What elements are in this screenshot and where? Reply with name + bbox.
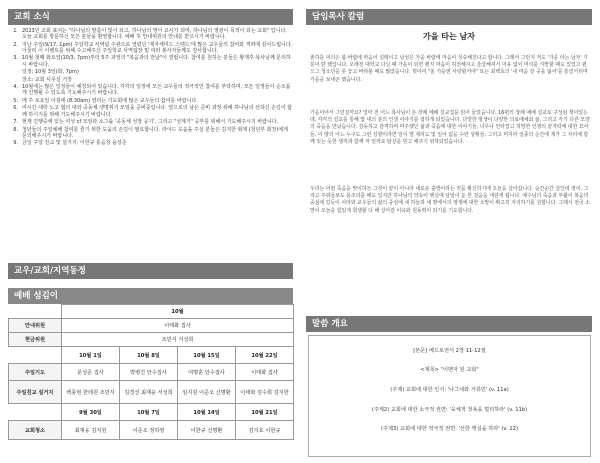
- column-paragraph-3: 우리는 어떤 죽음을 맞이하든 그것이 끝이 아니라 새로운 출발이라는 것을 확신하기에 오늘을 살아갑니다. 순간순간 살인데 절어, 그리고 주위들보도 올조리를 해도 일지만 하나님의 약속이 행실에 담임이 둔 한 걸음을 내딛게 됩니다. 예수님의 죽음과 부활이 복음의 중심에 있듯이 사라와 교우들의 삶의 중심에 새 하늘과 새 땅에서의 영생에 대한 소망이 확고히 자리하기를 원합니다. 그래서 천국 소망이 오늘을 힘있게 희생할 다 해 살아갈 이유와 원동력이 되기를 기도합니다.: [310, 186, 590, 214]
- table-cell: 최재웅 김지원: [62, 421, 120, 440]
- date-header: 10월 21일: [236, 404, 294, 421]
- table-cell: 문성준 집사: [62, 364, 120, 381]
- table-cell: 백풍현 한테원 조민식: [62, 381, 120, 404]
- table-cell: 이태화 김수희 김지한: [236, 381, 294, 404]
- news-item-number: 7.: [13, 119, 18, 126]
- month-spacer-cell: [9, 305, 62, 319]
- news-item: [6, 28, 293, 40]
- news-item-text: 현재 진행중에 있는 여성 cf 모임과 소그룹 '공동체 성장 공기', 그리고 "성계기" 공부를 위해서 기도해주시기 바랍니다.: [22, 119, 279, 126]
- date-header: 10월 14일: [178, 404, 236, 421]
- date-header: 10월 1일: [62, 347, 120, 364]
- dates-spacer-cell: [9, 404, 62, 421]
- news-list: [6, 28, 293, 148]
- column-paragraph-2: 가을이어서 그런걸까요? 얼마 전 어느 목사님이 돈 장례 예배 설교집을 읽어 들었습니다. 16편의 장례 예배 설교로 구성된 책이었는데, 각각의 설교를 통해 몇 대의 분의 인생 이야기를 접하게 되었습니다. 다양한 방생이 다양한 의료매체와 삶, 그리고 각기 다른 모양의 죽음을 만났습니다. 감동하고 감격하며 마주했던 삶과 죽음에 대한 이야기들, 너무나 안타깝고 허망한 인생의 끝자락에 대한 묘사들, 이 땅의 어느 누구도 그런 싱향이라면 일이 엘 제리도 및 일어 없을 수란 상황들, 그리고 머지막 일종의 순간에 계가 그 자리에 함께 있는 듯한 생각과 함께 저 일까요 탈살을 믿고 해주기 위하되었습니다.: [310, 110, 590, 145]
- news-item-number: 4.: [13, 84, 18, 91]
- table-cell: 여명훈 안수집사: [178, 364, 236, 381]
- news-item-number: [6, 77, 18, 83]
- news-item-number: [6, 69, 18, 75]
- region-header: 교우/교회/지역동정: [8, 263, 293, 279]
- date-header: 10월 22일: [236, 347, 294, 364]
- news-item: [6, 77, 293, 83]
- column-paragraph-1: 춘하를 여의은 봄 바람에 마음이 설레이고 남성은 가을 바람에 마음이 싱숭해진다고 합니다. 그래서 그런지 저도 '가을 타는 남자' 기분이 딴 했입니다. 오래전 대학교 다닐 때 가을이 되면 왠지 마음이 허전해지고 울살해져서 여유 없이 머리를 식발할 때도 있었고 편으그 청소년을 못 놓고 바라볼 때도 많았습니다. 벗이여 "올 가을엔 사랑할거야" 또는 최백호의 '내 마음 갈 곳을 잃어'를 흥얼거리며 가을을 보내곤 했습니다.: [310, 55, 588, 83]
- table-cell: 조민식 서성희: [62, 333, 294, 347]
- news-item-text: 10월 첫째 화요일(10/3, 7pm)부터 5주 과정의 "복음과의 만남"이 열립니다. 참여를 원하는 분들은 황재후 목사님께 문의하시 바랍니다.: [22, 55, 291, 68]
- table-row: [9, 381, 294, 404]
- table-cell: 김경선 최재웅 서성희: [120, 381, 178, 404]
- news-item-text: 일정: 10월 3일(화, 7pm): [22, 69, 79, 76]
- sermon-outline-box: [308, 335, 591, 457]
- news-item-text: 금일 주일 친교 및 설거지: 이한규 통음창 윤성준: [22, 140, 127, 147]
- table-row: [9, 319, 294, 333]
- table-row: [9, 347, 294, 364]
- news-item-text: 10월에는 많은 일정들이 예정되어 있습니다. 각각의 일정에 모든 교우들의 적극적인 참여를 부탁하며, 모든 일정들이 순조롭게 진행될 수 있도록 기도해주시기 바랍니다.: [22, 84, 291, 97]
- table-row: [9, 305, 294, 319]
- news-item-text: 장소: 교회 사무실 거장: [22, 76, 72, 83]
- date-header: 9월 30일: [62, 404, 120, 421]
- news-item-text: 지난 주일(9/17, 1pm) 주일학교 사역팀 주관으로 열렸던 '제자세미드 스탠드'에 많은 교우들의 참여와 격려에 감사드립니다. 아울러 이 이벤트를 위해 수고해주신 주일학교 사역팀장 및 여러 봉사자들께도 감사합니다.: [22, 41, 293, 54]
- worship-schedule-table: [8, 304, 294, 440]
- news-item-number: 9.: [13, 140, 18, 147]
- news-item-number: 2.: [13, 41, 18, 48]
- news-item: [6, 42, 293, 54]
- date-header: 10월 15일: [178, 347, 236, 364]
- news-item: [6, 105, 293, 117]
- date-header: 10월 8일: [120, 347, 178, 364]
- news-item: [6, 127, 293, 139]
- table-row: [9, 404, 294, 421]
- news-item-text: 매 주 토요일 아침에 (8:30am) 열리는 기도회에 많은 교우들의 참여를 바랍니다.: [22, 97, 198, 104]
- news-item-text: 여시간 대학 노고 협의 대외 공동체 생명위기 모임을 준비중입니다. 열으로의 남은 준비 과정 위해 하나님의 선하신 손길이 함께 하시기를 위해 기도해주시기 바랍니다.: [22, 105, 293, 118]
- news-item: [6, 55, 293, 67]
- row-label: 안내위원: [9, 319, 62, 333]
- news-item-number: 8.: [13, 126, 18, 133]
- sermon-point-1: (주제) 교회에 대한 인식: '나그네와 거류민' (v. 11a): [390, 387, 509, 393]
- sermon-header: 말씀 개요: [306, 316, 592, 332]
- news-item-number: 1.: [13, 28, 18, 34]
- table-row: [9, 421, 294, 440]
- news-item-text: 2023년 교회 표어는 "하나님의 말씀이 빛이 되고, 하나님의 영이 교사가 되며, 하나님의 영광이 목적이 되는 교회" 입니다. 오늘 교회를 방문하신 모든 분들을 환영합니다. 예배 후 안내위원의 안내를 받으시기 바랍니다.: [22, 28, 287, 41]
- row-label: 주일기도: [9, 364, 62, 381]
- month-cell: 10월: [62, 305, 294, 319]
- table-cell: 이태화 집사: [62, 319, 294, 333]
- table-row: [9, 333, 294, 347]
- dates-spacer-cell: [9, 347, 62, 364]
- news-item-number: 3.: [13, 55, 18, 62]
- news-item: [6, 84, 293, 96]
- news-item: [6, 69, 293, 75]
- column-header: 담임목사 칼럼: [306, 9, 592, 25]
- news-item: [6, 119, 293, 125]
- schedule-subheader: 예배 섬김이: [8, 288, 293, 304]
- sermon-point-2: (주제2) 교회에 대한 소극적 권면: '육체적 정욕을 멀리하라' (v. 11b): [371, 407, 528, 413]
- table-cell: 박병진 안수집사: [120, 364, 178, 381]
- news-item-text: 청년들의 주일예배 참여를 즐기 위한 도움의 손길이 필요합니다. 라이드 도움을 주실 분들은 김지한 형제 (청년부 회장)에게 문의해주시기 바랍니다.: [22, 126, 289, 139]
- news-header: 교회 소식: [8, 9, 293, 25]
- table-cell: 이한규 신명환: [178, 421, 236, 440]
- news-item-number: 6.: [13, 105, 18, 112]
- row-label: 교회청소: [9, 421, 62, 440]
- table-cell: 임지원 이준오 신명환: [178, 381, 236, 404]
- table-cell: 이태화 집사: [236, 364, 294, 381]
- table-cell: 이준오 정하영: [120, 421, 178, 440]
- sermon-point-3: (주제3) 교회에 대한 적극적 권면: '선한 행실을 하라' (v. 12): [381, 426, 518, 432]
- column-title: 가을 타는 남자: [423, 32, 475, 41]
- news-item: [6, 140, 293, 146]
- sermon-text-line: [본문] 베드로전서 2장 11-12절: [413, 348, 486, 354]
- sermon-title-line: <제목> "이멘자 된 교회": [420, 367, 479, 373]
- date-header: 10월 7일: [120, 404, 178, 421]
- news-item-number: 5.: [13, 97, 18, 104]
- table-row: [9, 364, 294, 381]
- news-item: [6, 98, 293, 104]
- row-label: 현금위원: [9, 333, 62, 347]
- table-cell: 김지호 이한규: [236, 421, 294, 440]
- row-label: 주일친교 설거지: [9, 381, 62, 404]
